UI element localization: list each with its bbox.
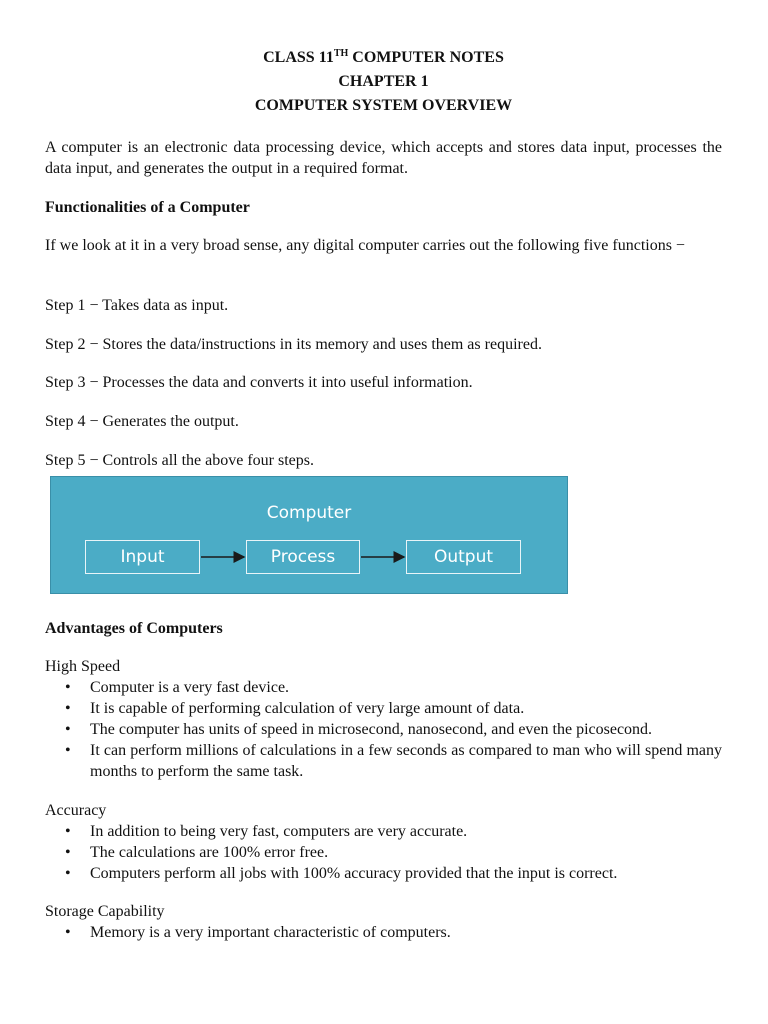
list-item: • The calculations are 100% error free. [65,844,329,861]
list-item: • In addition to being very fast, computers are very accurate. [65,823,468,840]
intro-paragraph: A computer is an electronic data processing device, which accepts and stores data input, processes the data input, and generates the output in a required format. [45,139,722,177]
storage-list [45,922,722,943]
bullet-icon: • [65,700,71,717]
list-item: • The computer has units of speed in microsecond, nanosecond, and even the picosecond. [65,721,653,738]
functionalities-heading: Functionalities of a Computer [45,199,250,216]
title-line-3: COMPUTER SYSTEM OVERVIEW [254,97,513,114]
step-item: Step 4 − Generates the output. [45,413,239,430]
bullet-icon: • [65,823,71,840]
step-item: Step 5 − Controls all the above four steps. [45,452,314,469]
advantages-heading: Advantages of Computers [45,620,223,637]
step-item: Step 2 − Stores the data/instructions in its memory and uses them as required. [45,336,542,353]
step-item: Step 1 − Takes data as input. [45,297,229,314]
diagram-arrows [51,477,569,595]
bullet-icon: • [65,924,71,941]
section-title-accuracy: Accuracy [45,802,107,819]
list-item: • Memory is a very important characteristic of computers. [65,924,451,941]
list-item: • Computer is a very fast device. [65,679,290,696]
step-item: Step 3 − Processes the data and converts it into useful information. [45,374,473,391]
input-box: Input [85,540,200,574]
document-title [45,46,722,118]
process-box: Process [246,540,360,574]
high-speed-list [45,677,722,782]
accuracy-list [45,821,722,884]
bullet-icon: • [65,721,71,738]
bullet-icon: • [65,844,71,861]
section-title-storage: Storage Capability [45,903,165,920]
list-item: • It is capable of performing calculation of very large amount of data. [65,700,525,717]
computer-flow-diagram [50,476,568,594]
title-line-1: CLASS 11TH COMPUTER NOTES [263,48,504,66]
list-item: • It can perform millions of calculations in a few seconds as compared to man who will spend many months to perform the same task. [65,742,722,780]
title-line-2: CHAPTER 1 [338,73,429,90]
bullet-icon: • [65,679,71,696]
diagram-title: Computer [266,503,352,523]
functionalities-lead: If we look at it in a very broad sense, any digital computer carries out the following five functions − [45,237,685,254]
section-title-high-speed: High Speed [45,658,121,675]
output-box: Output [406,540,521,574]
bullet-icon: • [65,742,71,759]
bullet-icon: • [65,865,71,882]
list-item: • Computers perform all jobs with 100% accuracy provided that the input is correct. [65,865,618,882]
